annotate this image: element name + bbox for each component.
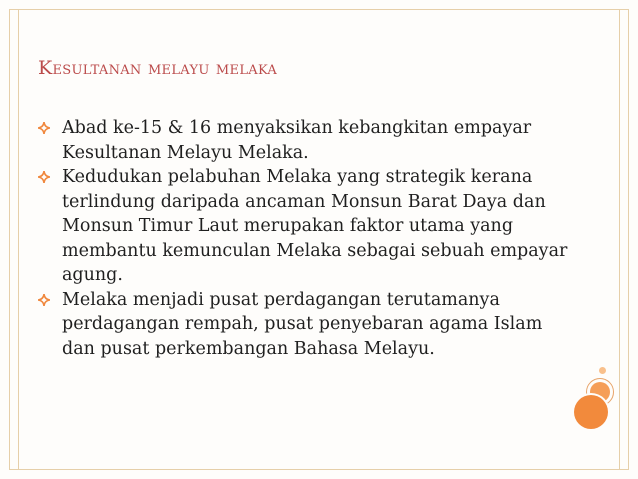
bullet-item	[38, 288, 578, 362]
slide-title: Kesultanan melayu melaka	[38, 57, 278, 79]
bullet-text: Abad ke-15 & 16 menyaksikan kebangkitan empayar Kesultanan Melayu Melaka.	[62, 118, 532, 163]
decorative-dot	[599, 367, 606, 374]
bullet-icon	[38, 171, 50, 183]
bullet-icon	[38, 122, 50, 134]
bullet-text: Kedudukan pelabuhan Melaka yang strategik kerana terlindung daripada ancaman Monsun Barat Daya dan Monsun Timur Laut merupakan faktor utama yang membantu kemunculan Melaka sebagai sebuah empayar agung.	[62, 167, 568, 285]
frame-right-rule	[619, 9, 620, 470]
bullet-item	[38, 165, 578, 288]
bullet-item	[38, 116, 578, 165]
decorative-circle-large	[574, 395, 608, 429]
bullet-list	[38, 116, 578, 361]
frame-left-rule	[18, 9, 19, 470]
bullet-text: Melaka menjadi pusat perdagangan terutamanya perdagangan rempah, pusat penyebaran agama Islam dan pusat perkembangan Bahasa Melayu.	[62, 289, 543, 359]
bullet-icon	[38, 294, 50, 306]
